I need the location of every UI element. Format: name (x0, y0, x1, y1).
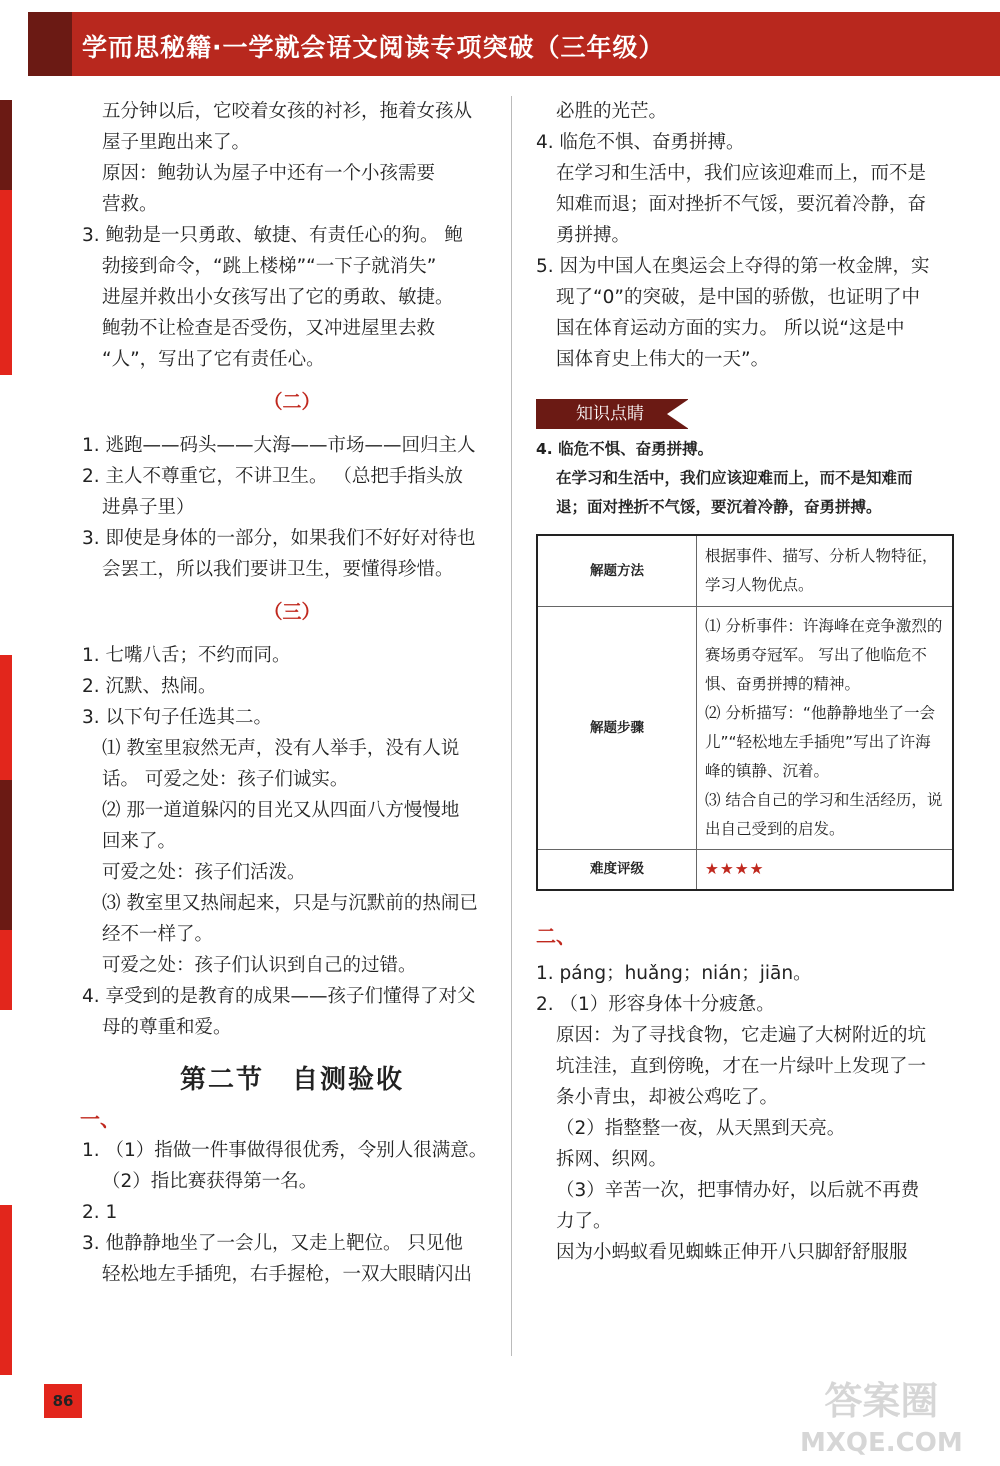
heading-part-a: 第二节 (179, 1065, 264, 1095)
watermark-line-1: 答案圈 (824, 1379, 939, 1423)
step-3: ⑶ 结合自己的学习和生活经历，说出自己受到的启发。 (705, 791, 943, 838)
text-line: 2. 主人不尊重它，不讲卫生。 （总把手指头放 (82, 466, 463, 487)
text-line: 知难而退；面对挫折不气馁，要沉着冷静，奋 (556, 194, 927, 215)
text-line: 拆网、织网。 (556, 1149, 668, 1170)
text-line: 回来了。 (102, 831, 177, 852)
table-key: 难度评级 (537, 850, 697, 891)
header-bar (0, 0, 1000, 86)
text-line: 3. 以下句子任选其二。 (82, 707, 273, 728)
section-title-2: （二） (263, 391, 321, 413)
text-line: 3. 鲍勃是一只勇敢、敏捷、有责任心的狗。 鲍 (82, 225, 463, 246)
text-line: 屋子里跑出来了。 (102, 132, 251, 153)
table-row (537, 607, 953, 850)
text-line: 在学习和生活中，我们应该迎难而上，而不是 (556, 163, 927, 184)
knowledge-tag: 知识点睛 (536, 399, 688, 429)
part-one-label: 一、 (80, 1107, 120, 1131)
right-column (536, 96, 956, 1268)
bold-line: 退；面对挫折不气馁，要沉着冷静，奋勇拼搏。 (556, 498, 882, 516)
table-key: 解题方法 (537, 535, 697, 607)
watermark-line-2: MXQE.COM (800, 1428, 963, 1458)
text-line: ⑶ 教室里又热闹起来，只是与沉默前的热闹已 (102, 893, 478, 914)
text-line: 1. páng；huǎng；nián；jiān。 (536, 963, 812, 984)
text-line: ⑵ 那一道道躲闪的目光又从四面八方慢慢地 (102, 800, 460, 821)
solution-table (536, 534, 954, 891)
edge-strip-5 (0, 930, 12, 1010)
text-line: 必胜的光芒。 (556, 101, 668, 122)
text-line: 鲍勃不让检查是否受伤，又冲进屋里去救 (102, 318, 436, 339)
part-two-label: 二、 (536, 924, 576, 948)
table-row (537, 535, 953, 607)
text-line: 勃接到命令，“跳上楼梯”“一下子就消失” (102, 256, 437, 277)
left-column (82, 96, 502, 1290)
text-line: 1. 七嘴八舌；不约而同。 (82, 645, 291, 666)
text-line: 1. （1）指做一件事做得很优秀，令别人很满意。 (82, 1140, 488, 1161)
edge-strip-2 (0, 190, 12, 375)
heading-part-b: 自测验收 (292, 1065, 405, 1095)
difficulty-stars: ★★★★ (697, 850, 954, 891)
text-line: 经不一样了。 (102, 924, 214, 945)
step-2: ⑵ 分析描写：“他静静地坐了一会儿”“轻松地左手插兜”写出了许海峰的镇静、沉着。 (705, 704, 935, 780)
text-line: 4. 享受到的是教育的成果——孩子们懂得了对父 (82, 986, 476, 1007)
watermark (800, 1380, 963, 1464)
text-line: ⑴ 教室里寂然无声，没有人举手，没有人说 (102, 738, 460, 759)
chapter-heading (82, 1065, 502, 1096)
text-line: 勇拼搏。 (556, 225, 631, 246)
text-line: 条小青虫，却被公鸡吃了。 (556, 1087, 779, 1108)
edge-strip-4 (0, 780, 12, 930)
text-line: 现了“0”的突破，是中国的骄傲，也证明了中 (556, 287, 920, 308)
table-value (697, 607, 954, 850)
text-line: 国在体育运动方面的实力。 所以说“这是中 (556, 318, 905, 339)
text-line: 3. 即使是身体的一部分，如果我们不好好对待也 (82, 528, 476, 549)
step-1: ⑴ 分析事件：许海峰在竞争激烈的赛场勇夺冠军。 写出了他临危不惧、奋勇拼搏的精神。 (705, 617, 943, 693)
text-line: 五分钟以后，它咬着女孩的衬衫，拖着女孩从 (102, 101, 473, 122)
bold-line: 在学习和生活中，我们应该迎难而上，而不是知难而 (556, 469, 913, 487)
text-line: 坑洼洼，直到傍晚，才在一片绿叶上发现了一 (556, 1056, 927, 1077)
column-divider (511, 96, 512, 1356)
header-accent (28, 12, 72, 76)
edge-strip-1 (0, 100, 12, 190)
text-line: （2）指整整一夜，从天黑到天亮。 (556, 1118, 846, 1139)
text-line: 母的尊重和爱。 (102, 1017, 232, 1038)
text-line: 2. 沉默、热闹。 (82, 676, 217, 697)
page-number: 86 (44, 1384, 82, 1418)
text-line: 1. 逃跑——码头——大海——市场——回归主人 (82, 435, 476, 456)
table-key: 解题步骤 (537, 607, 697, 850)
text-line: （3）辛苦一次，把事情办好，以后就不再费 (556, 1180, 920, 1201)
text-line: 可爱之处：孩子们活泼。 (102, 862, 306, 883)
table-row (537, 850, 953, 891)
text-line: 4. 临危不惧、奋勇拼搏。 (536, 132, 745, 153)
text-line: 话。 可爱之处：孩子们诚实。 (102, 769, 349, 790)
section-title-3: （三） (263, 601, 321, 623)
text-line: 2. （1）形容身体十分疲惫。 (536, 994, 775, 1015)
bold-line: 4. 临危不惧、奋勇拼搏。 (536, 440, 714, 458)
table-value: 根据事件、描写、分析人物特征，学习人物优点。 (697, 535, 954, 607)
text-line: 轻松地左手插兜，右手握枪，一双大眼睛闪出 (102, 1264, 473, 1285)
text-line: 进鼻子里） (102, 497, 195, 518)
text-line: 营救。 (102, 194, 158, 215)
text-line: 5. 因为中国人在奥运会上夺得的第一枚金牌，实 (536, 256, 930, 277)
text-line: 原因：鲍勃认为屋子中还有一个小孩需要 (102, 163, 436, 184)
text-line: 国体育史上伟大的一天”。 (556, 349, 770, 370)
text-line: 因为小蚂蚁看见蜘蛛正伸开八只脚舒舒服服 (556, 1242, 908, 1263)
text-line: 会罢工，所以我们要讲卫生，要懂得珍惜。 (102, 559, 454, 580)
book-title: 学而思秘籍·一学就会语文阅读专项突破（三年级） (82, 33, 665, 62)
text-line: 2. 1 (82, 1202, 118, 1223)
text-line: （2）指比赛获得第一名。 (102, 1171, 318, 1192)
text-line: 力了。 (556, 1211, 612, 1232)
text-line: 可爱之处：孩子们认识到自己的过错。 (102, 955, 417, 976)
text-line: 3. 他静静地坐了一会儿，又走上靶位。 只见他 (82, 1233, 463, 1254)
text-line: “人”，写出了它有责任心。 (102, 349, 325, 370)
text-line: 原因：为了寻找食物，它走遍了大树附近的坑 (556, 1025, 927, 1046)
edge-strip-3 (0, 655, 12, 780)
text-line: 进屋并救出小女孩写出了它的勇敢、敏捷。 (102, 287, 454, 308)
edge-strip-6 (0, 1205, 12, 1375)
